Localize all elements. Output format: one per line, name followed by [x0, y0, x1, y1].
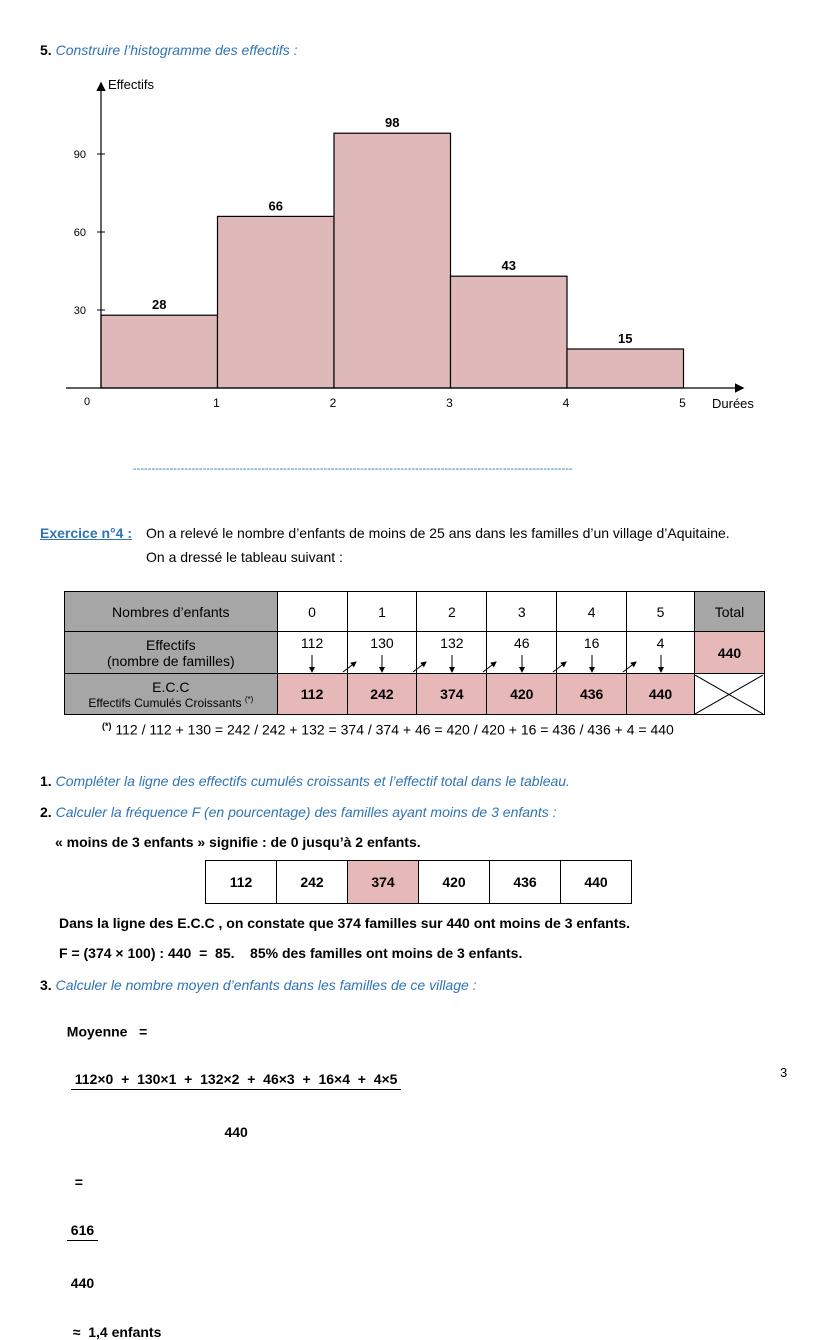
ecc-footnote-mark: (*) — [244, 694, 254, 704]
effectif-cell: 132 — [417, 632, 487, 674]
fraction-numerator: 616 — [67, 1222, 98, 1241]
bar-value-label: 15 — [618, 331, 633, 346]
question-1 — [40, 773, 570, 789]
x-tick-label: 5 — [679, 396, 686, 410]
question-number: 2. — [40, 804, 52, 820]
question-3 — [40, 977, 477, 993]
total-cell: 440 — [694, 632, 764, 674]
col-0: 0 — [277, 592, 347, 632]
effectif-cell: 4 — [627, 632, 695, 674]
exercise-heading: Exercice n°4 : — [40, 525, 132, 541]
effectifs-label-main: Effectifs — [146, 636, 196, 653]
mean-denominator: 440 — [224, 1124, 248, 1141]
exercise-line-1: On a relevé le nombre d’enfants de moins de 25 ans dans les familles d’un village d’Aquitaine. — [146, 525, 730, 541]
effectifs-label-sub: (nombre de familles) — [107, 652, 235, 669]
ecc-cell: 374 — [417, 674, 487, 715]
ecc-cell: 112 — [277, 674, 347, 715]
diagonal-arrow-icon — [623, 662, 636, 672]
ecc-cell: 420 — [487, 674, 557, 715]
question-text: Calculer le nombre moyen d’enfants dans les familles de ce village : — [55, 977, 477, 993]
ecc-mini-row — [205, 860, 632, 904]
col-4: 4 — [557, 592, 627, 632]
question-number: 5. — [40, 42, 52, 58]
page-number: 3 — [780, 1065, 788, 1080]
x-axis-label: Durées — [712, 396, 754, 411]
ecc-cell: 242 — [347, 674, 417, 715]
ecc-cell: 440 — [627, 674, 695, 715]
x-origin-label: 0 — [84, 396, 91, 408]
x-tick-label: 1 — [213, 396, 220, 410]
y-tick-label: 90 — [73, 149, 86, 161]
header-label: Nombres d’enfants — [65, 592, 278, 632]
mean-result: ≈ 1,4 enfants — [72, 1323, 162, 1340]
question-text: Compléter la ligne des effectifs cumulés croissants et l’effectif total dans le tableau. — [55, 773, 570, 789]
exercise-line-2: On a dressé le tableau suivant : — [146, 549, 343, 565]
question-text: Construire l’histogramme des effectifs : — [55, 42, 298, 58]
bar-value-label: 43 — [501, 258, 516, 274]
diagonal-arrow-icon — [483, 662, 496, 672]
footnote — [102, 721, 674, 738]
mini-cell-highlight: 374 — [348, 861, 419, 904]
col-5: 5 — [627, 592, 695, 632]
mini-cell: 440 — [561, 861, 632, 904]
x-tick-label: 4 — [562, 396, 570, 410]
diagonal-arrow-icon — [553, 662, 566, 672]
equals-sign: = — [74, 1173, 83, 1190]
mini-cell: 420 — [419, 861, 490, 904]
ecc-label-main: E.C.C — [152, 678, 190, 695]
ecc-label-sub: Effectifs Cumulés Croissants — [88, 695, 242, 710]
col-2: 2 — [417, 592, 487, 632]
effectif-cell: 46 — [487, 632, 557, 674]
bar-value-label: 66 — [268, 198, 283, 214]
footnote-text: 112 / 112 + 130 = 242 / 242 + 132 = 374 / 374 + 46 = 420 / 420 + 16 = 436 / 436 + 4 = 440 — [115, 721, 674, 738]
diagonal-arrow-icon — [413, 662, 426, 672]
mean-numerator: 112×0 + 130×1 + 132×2 + 46×3 + 16×4 + 4×5 — [71, 1071, 402, 1090]
mini-cell: 436 — [490, 861, 561, 904]
y-tick-label: 60 — [73, 227, 86, 239]
bar-value-label: 28 — [152, 297, 167, 313]
question-text: Calculer la fréquence F (en pourcentage) des familles ayant moins de 3 enfants : — [55, 804, 557, 820]
question-number: 1. — [40, 773, 52, 789]
q2-observation: Dans la ligne des E.C.C , on constate que 374 familles sur 440 ont moins de 3 enfants. — [59, 915, 631, 931]
effectif-cell: 112 — [277, 632, 347, 674]
mean-formula — [59, 1006, 401, 1340]
footnote-mark: (*) — [102, 721, 112, 731]
diagonal-arrow-icon — [343, 662, 356, 672]
q2-meaning: « moins de 3 enfants » signifie : de 0 jusqu’à 2 enfants. — [55, 834, 421, 850]
y-axis-label: Effectifs — [108, 77, 155, 92]
col-1: 1 — [347, 592, 417, 632]
mini-cell: 242 — [277, 861, 348, 904]
mini-cell: 112 — [206, 861, 277, 904]
x-tick-label: 3 — [446, 396, 453, 410]
question-number: 3. — [40, 977, 52, 993]
mean-fraction — [71, 1039, 402, 1172]
bar-value-label: 98 — [385, 115, 400, 131]
q2-result: F = (374 × 100) : 440 = 85. 85% des familles ont moins de 3 enfants. — [59, 945, 523, 961]
y-tick-label: 30 — [73, 305, 86, 317]
dashed-separator: ------------------------------------------------------------------------------------------------------------------------ — [133, 463, 573, 475]
col-3: 3 — [487, 592, 557, 632]
effectif-cell: 16 — [557, 632, 627, 674]
ecc-cell: 436 — [557, 674, 627, 715]
effectif-cell: 130 — [347, 632, 417, 674]
question-2 — [40, 804, 557, 820]
simplified-fraction — [67, 1190, 98, 1323]
fraction-denominator: 440 — [70, 1274, 95, 1291]
mean-label: Moyenne = — [66, 1023, 148, 1040]
x-tick-label: 2 — [329, 396, 337, 410]
total-label: Total — [694, 592, 764, 632]
